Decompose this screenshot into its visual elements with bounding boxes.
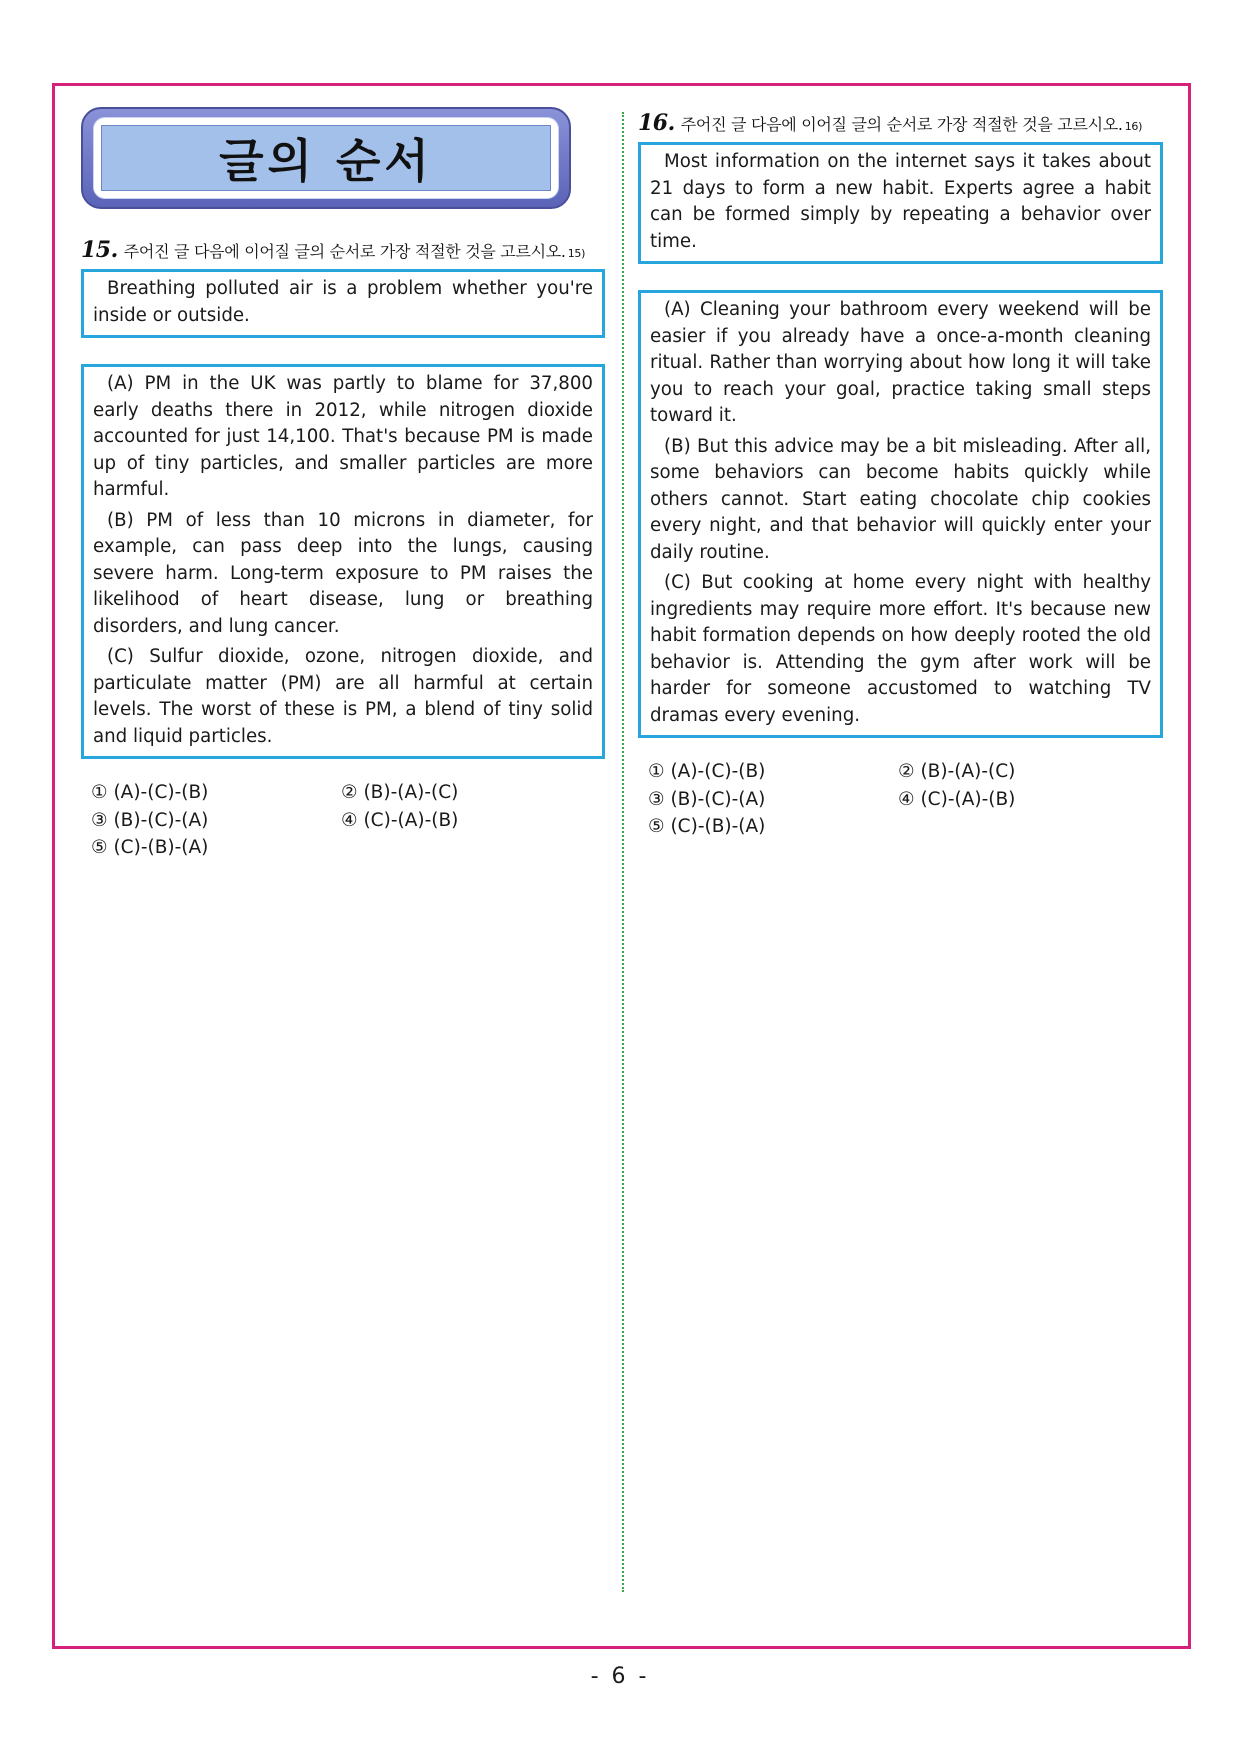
paragraph-b: (B) PM of less than 10 microns in diameter, for example, can pass deep into the lungs, causing severe harm. Long-term exposure to PM raises the likelihood of heart disease, lung or breathing disorders, and lung cancer. [93, 509, 593, 637]
choice-3[interactable]: ③ (B)-(C)-(A) [91, 809, 209, 831]
paragraph-c: (C) Sulfur dioxide, ozone, nitrogen dioxide, and particulate matter (PM) are all harmful at certain levels. The worst of these is PM, a blend of tiny solid and liquid particles. [93, 646, 593, 747]
question-16-header [638, 110, 1163, 136]
question-number: 15. [81, 237, 118, 263]
paragraphs-box [638, 290, 1163, 738]
given-passage-box [638, 142, 1163, 264]
page-number: - 6 - [590, 1664, 650, 1689]
paragraph-a: (A) PM in the UK was partly to blame for 37,800 early deaths there in 2012, while nitrogen dioxide accounted for just 14,100. That's because PM is made up of tiny particles, and smaller particles are more harmful. [93, 373, 593, 500]
paragraph-a: (A) Cleaning your bathroom every weekend will be easier if you already have a once-a-month cleaning ritual. Rather than worrying about how long it will take you to reach your goal, practice taking small steps toward it. [650, 299, 1151, 426]
choice-1[interactable]: ① (A)-(C)-(B) [648, 761, 766, 782]
choice-5[interactable]: ⑤ (C)-(B)-(A) [648, 816, 766, 837]
right-column [638, 110, 1163, 841]
footnote-marker: 16) [1124, 120, 1143, 133]
answer-choices [638, 758, 1163, 841]
question-instruction: 주어진 글 다음에 이어질 글의 순서로 가장 적절한 것을 고르시오. [123, 242, 566, 261]
given-passage-box [81, 269, 605, 338]
paragraphs-box [81, 364, 605, 759]
footnote-marker: 15) [567, 247, 586, 260]
given-passage: Breathing polluted air is a problem whether you're inside or outside. [93, 278, 593, 326]
choice-5[interactable]: ⑤ (C)-(B)-(A) [91, 837, 209, 858]
paragraph-b: (B) But this advice may be a bit misleading. After all, some behaviors can become habits quickly while others cannot. Start eating chocolate chip cookies every night, and that behavior will quickly enter your daily routine. [650, 435, 1151, 563]
choice-4[interactable]: ④ (C)-(A)-(B) [341, 809, 459, 831]
answer-choices [81, 779, 605, 862]
choice-4[interactable]: ④ (C)-(A)-(B) [898, 788, 1016, 810]
given-passage: Most information on the internet says it takes about 21 days to form a new habit. Experts agree a habit can be formed simply by repeating a behavior over time. [650, 151, 1151, 252]
paragraph-c: (C) But cooking at home every night with healthy ingredients may require more effort. It's because new habit formation depends on how deeply rooted the old behavior is. Attending the gym after work will be harder for someone accustomed to watching TV dramas every evening. [650, 572, 1151, 726]
question-15-header [81, 237, 605, 263]
section-banner [81, 107, 571, 209]
column-divider [622, 112, 624, 1592]
choice-2[interactable]: ② (B)-(A)-(C) [341, 782, 459, 803]
question-number: 16. [638, 110, 675, 136]
choice-1[interactable]: ① (A)-(C)-(B) [91, 782, 209, 803]
choice-3[interactable]: ③ (B)-(C)-(A) [648, 788, 766, 810]
section-title: 글의 순서 [219, 134, 433, 188]
choice-2[interactable]: ② (B)-(A)-(C) [898, 761, 1016, 782]
question-instruction: 주어진 글 다음에 이어질 글의 순서로 가장 적절한 것을 고르시오. [680, 115, 1123, 134]
left-column [81, 107, 605, 862]
